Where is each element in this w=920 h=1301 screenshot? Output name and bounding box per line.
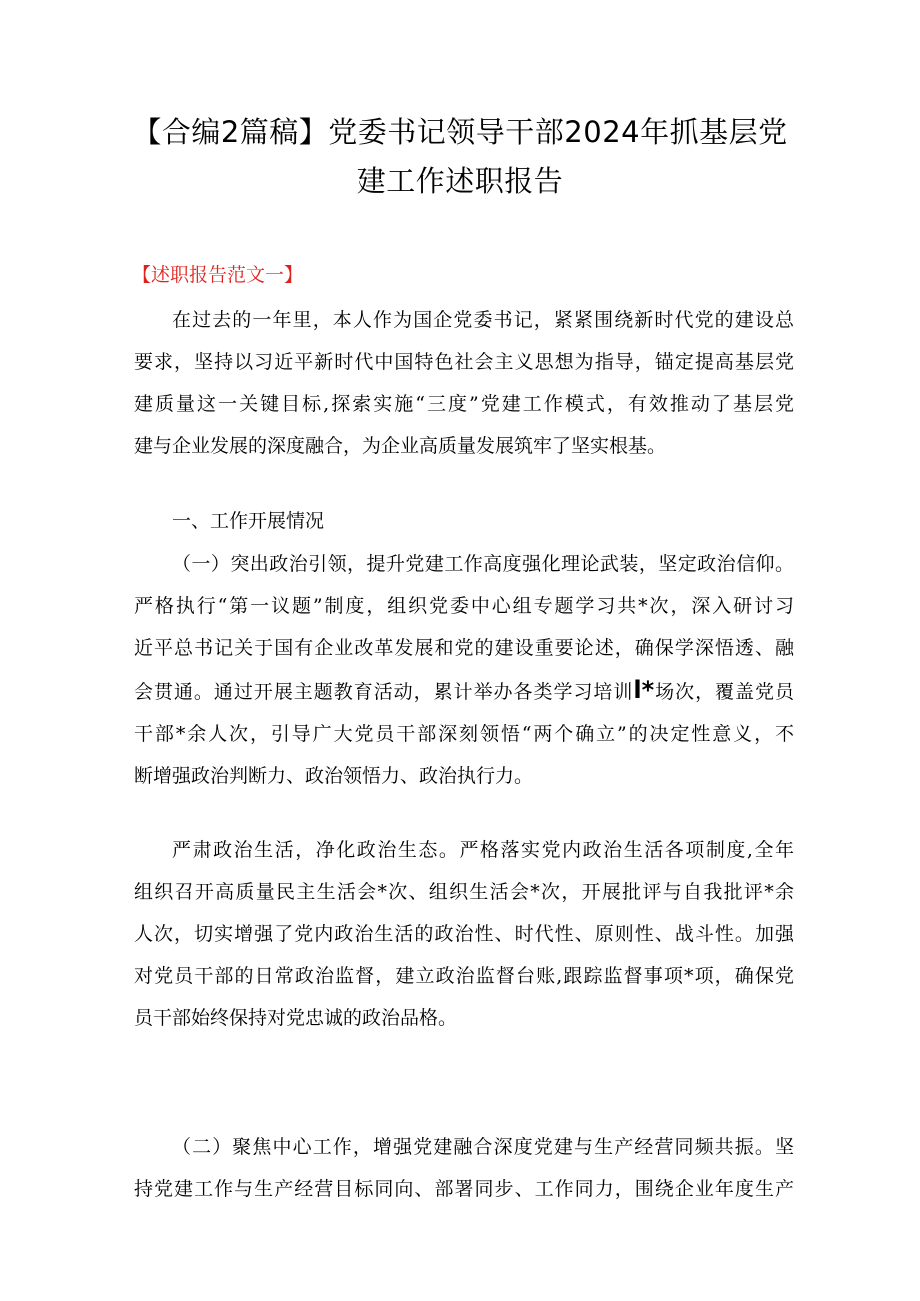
paragraph-three	[134, 1126, 794, 1210]
paragraph-line: 严肃政治生活，净化政治生态。严格落实党内政治生活各项制度,全年	[172, 839, 794, 861]
paragraph-line: 近平总书记关于国有企业改革发展和党的建设重要论述，确保学深悟透、融	[134, 637, 794, 659]
section-heading: 一、工作开展情况	[172, 510, 325, 532]
paragraph-line: 人次，切实增强了党内政治生活的政治性、时代性、原则性、战斗性。加强	[134, 923, 794, 945]
paragraph-line: 持党建工作与生产经营目标同向、部署同步、工作同力，围绕企业年度生产	[134, 1178, 794, 1200]
paragraph-line: 干部*余人次，引导广大党员干部深刻领悟“两个确立”的决定性意义，不	[134, 723, 794, 745]
paragraph-one	[134, 543, 794, 797]
title-line-1: 【合编2篇稿】党委书记领导干部2024年抓基层党	[132, 115, 788, 149]
paragraph-line	[134, 669, 794, 713]
section-label: 【述职报告范文一】	[132, 264, 304, 286]
paragraph-line: （一）突出政治引领，提升党建工作高度强化理论武装，坚定政治信仰。	[172, 553, 794, 575]
placeholder-mark: l*	[633, 676, 655, 704]
paragraph-line: 组织召开高质量民主生活会*次、组织生活会*次，开展批评与自我批评*余	[134, 881, 794, 903]
intro-line: 在过去的一年里，本人作为国企党委书记，紧紧围绕新时代党的建设总	[172, 309, 794, 331]
line-text: 场次，覆盖党员	[654, 681, 794, 703]
intro-paragraph	[134, 299, 794, 467]
intro-line: 建质量这一关键目标,探索实施“三度”党建工作模式，有效推动了基层党	[134, 393, 794, 415]
document-title	[120, 108, 800, 206]
title-line-2: 建工作述职报告	[356, 164, 564, 198]
paragraph-line: 对党员干部的日常政治监督，建立政治监督台账,跟踪监督事项*项，确保党	[134, 965, 794, 987]
paragraph-line: 严格执行“第一议题”制度，组织党委中心组专题学习共*次，深入研讨习	[134, 595, 794, 617]
paragraph-line: （二）聚焦中心工作，增强党建融合深度党建与生产经营同频共振。坚	[172, 1136, 794, 1158]
paragraph-line: 断增强政治判断力、政治领悟力、政治执行力。	[134, 765, 534, 787]
paragraph-line: 员干部始终保持对党忠诚的政治品格。	[134, 1007, 458, 1029]
paragraph-two	[134, 829, 794, 1039]
intro-line: 建与企业发展的深度融合，为企业高质量发展筑牢了坚实根基。	[134, 435, 667, 457]
line-text: 会贯通。通过开展主题教育活动，累计举办各类学习培训	[134, 681, 634, 703]
intro-line: 要求，坚持以习近平新时代中国特色社会主义思想为指导，锚定提高基层党	[134, 351, 794, 373]
